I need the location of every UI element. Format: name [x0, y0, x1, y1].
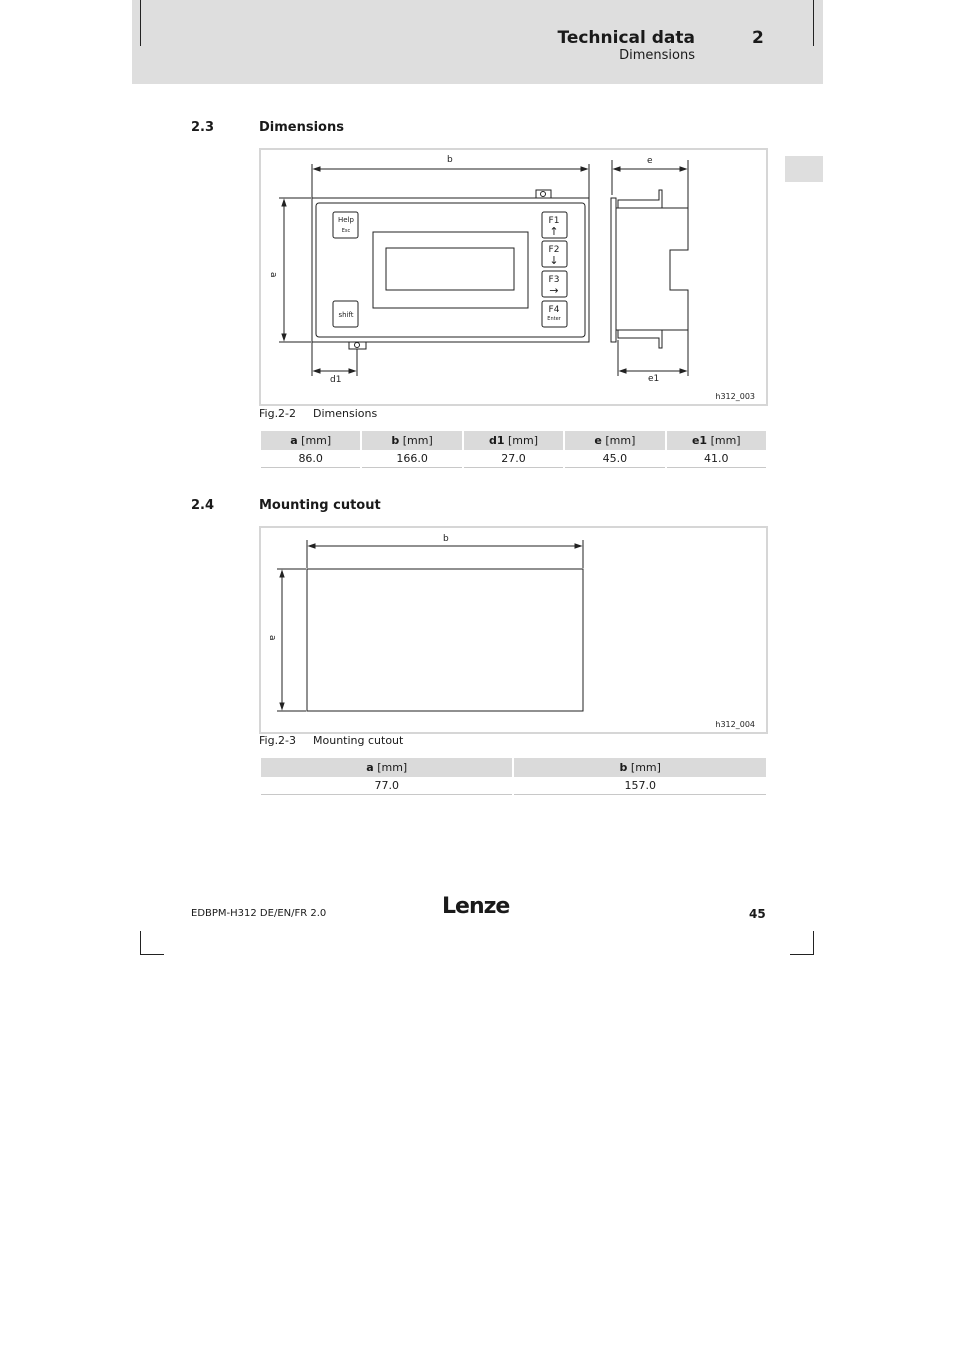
page-title: Technical data: [557, 28, 695, 48]
page-number: 45: [749, 907, 766, 921]
section-title: Mounting cutout: [259, 498, 381, 513]
table-cell: 157.0: [514, 777, 766, 795]
caption-number: Fig.2-3: [259, 734, 297, 747]
dimensions-figure: [259, 148, 768, 406]
table-row: [261, 777, 766, 795]
key-shift-label: shift: [338, 311, 354, 319]
table-header-a: a [mm]: [261, 758, 512, 777]
dim-label-a: a: [267, 635, 277, 641]
dimensions-drawing: [261, 150, 766, 404]
section-number: 2.3: [191, 120, 215, 135]
table-header-b: b [mm]: [362, 431, 461, 450]
key-f1-label: F1: [548, 216, 560, 226]
dim-label-e1: e1: [648, 374, 660, 384]
key-f2-label: F2: [548, 245, 560, 255]
key-f3-label: F3: [548, 275, 560, 285]
table-row: [261, 450, 766, 468]
dim-label-b: b: [443, 534, 449, 544]
caption-text: Dimensions: [313, 407, 378, 420]
table-cell: 86.0: [261, 450, 360, 468]
table-header-b: b [mm]: [514, 758, 766, 777]
lenze-logo: Lenze: [442, 894, 510, 919]
table-header-e1: e1 [mm]: [667, 431, 766, 450]
key-esc-label: Esc: [341, 228, 351, 234]
table-header-d1: d1 [mm]: [464, 431, 563, 450]
figure-id: h312_003: [715, 392, 755, 401]
key-f4-label: F4: [548, 305, 560, 315]
figure-id: h312_004: [715, 720, 755, 729]
arrow-right-icon: →: [549, 284, 559, 297]
document-id: EDBPM-H312 DE/EN/FR 2.0: [191, 908, 327, 919]
key-help-label: Help: [338, 216, 354, 224]
arrow-up-icon: ↑: [549, 225, 559, 238]
dim-label-e: e: [647, 156, 653, 166]
key-enter-label: Enter: [547, 316, 561, 322]
header-band: [132, 0, 823, 84]
dim-label-b: b: [447, 155, 453, 165]
table-cell: 166.0: [362, 450, 461, 468]
mounting-cutout-figure: [259, 526, 768, 734]
chapter-number: 2: [752, 28, 764, 48]
dim-label-a: a: [268, 272, 278, 278]
table-header-row: [261, 758, 766, 777]
caption-text: Mounting cutout: [313, 734, 404, 747]
table-header-a: a [mm]: [261, 431, 360, 450]
dimensions-table: [259, 431, 768, 468]
section-title: Dimensions: [259, 120, 344, 135]
caption-number: Fig.2-2: [259, 407, 297, 420]
crop-mark: [813, 931, 814, 955]
table-header-row: [261, 431, 766, 450]
dim-label-d1: d1: [330, 375, 342, 385]
mounting-cutout-drawing: [261, 528, 766, 732]
mounting-cutout-table: [259, 758, 768, 795]
crop-mark: [813, 0, 814, 46]
crop-mark: [790, 954, 814, 955]
crop-mark: [140, 931, 141, 955]
table-header-e: e [mm]: [565, 431, 664, 450]
table-cell: 77.0: [261, 777, 512, 795]
crop-mark: [140, 0, 141, 46]
figure-caption: [259, 734, 403, 747]
table-cell: 45.0: [565, 450, 664, 468]
section-number: 2.4: [191, 498, 215, 513]
table-cell: 27.0: [464, 450, 563, 468]
arrow-down-icon: ↓: [549, 254, 559, 267]
page-subtitle: Dimensions: [619, 48, 695, 63]
crop-mark: [140, 954, 164, 955]
figure-caption: [259, 407, 377, 420]
table-cell: 41.0: [667, 450, 766, 468]
chapter-tab: [785, 156, 823, 182]
